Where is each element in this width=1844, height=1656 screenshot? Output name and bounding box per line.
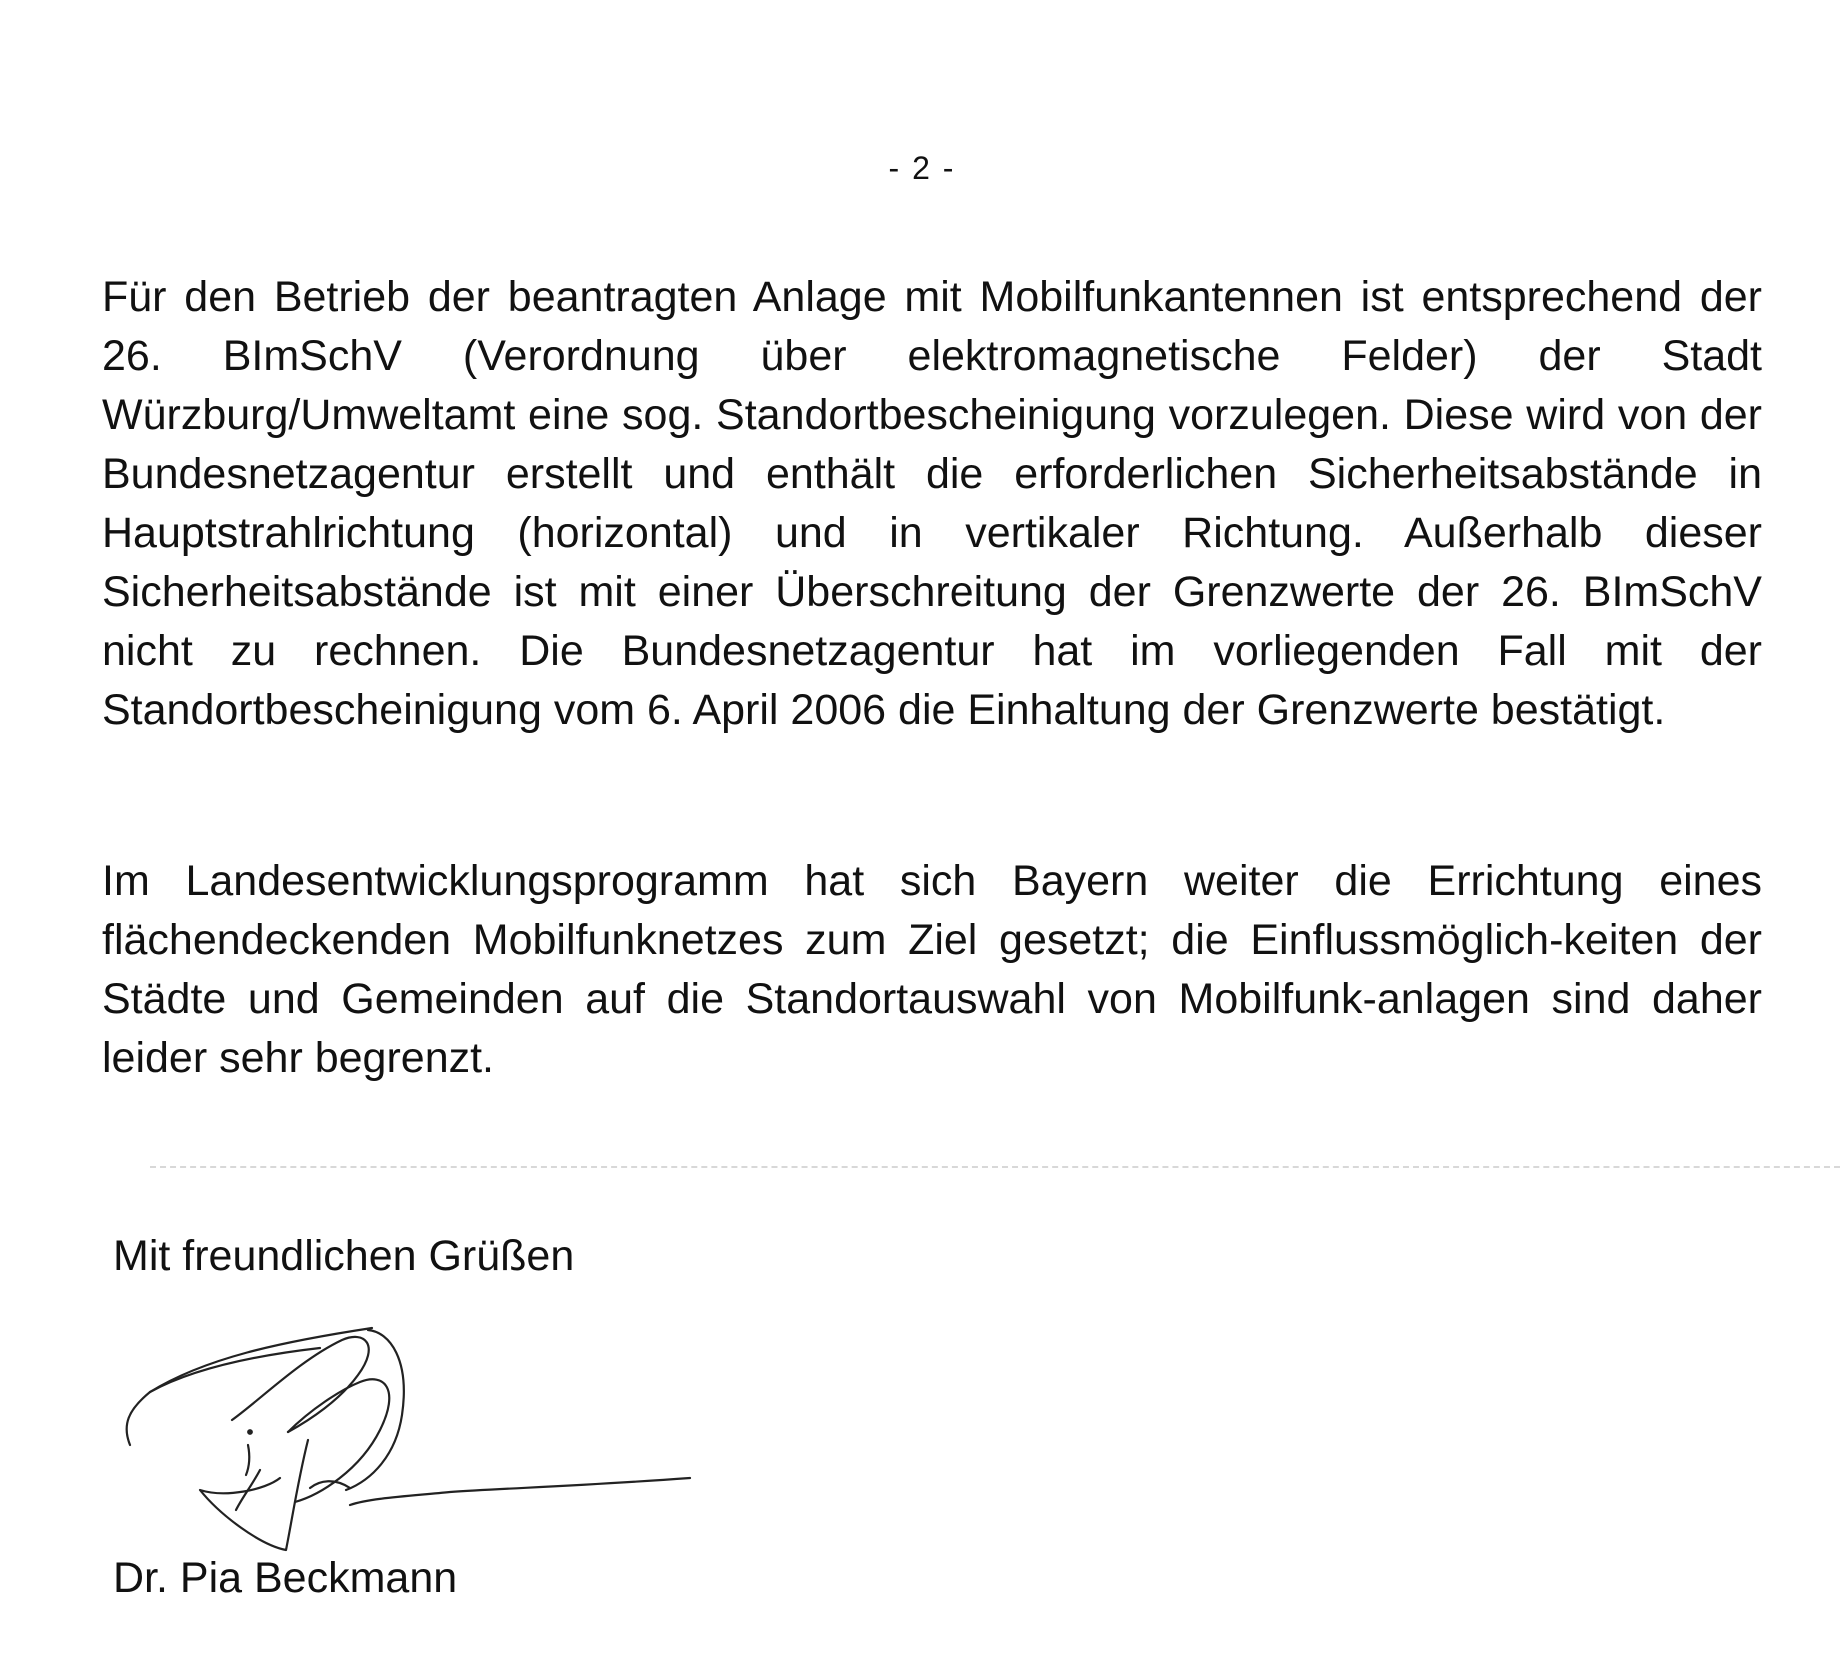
body-paragraph-1: Für den Betrieb der beantragten Anlage mit Mobilfunkantennen ist entsprechend der 26. BImSchV (Verordnung über elektromagnetische Felder) der Stadt Würzburg/Umweltamt eine sog. Standortbescheinigung vorzulegen. Diese wird von der Bundesnetzagentur erstellt und enthält die erforderlichen Sicherheitsabstände in Hauptstrahlrichtung (horizontal) und in vertikaler Richtung. Außerhalb dieser Sicherheitsabstände ist mit einer Überschreitung der Grenzwerte der 26. BImSchV nicht zu rechnen. Die Bundesnetzagentur hat im vorliegenden Fall mit der Standortbescheinigung vom 6. April 2006 die Einhaltung der Grenzwerte bestätigt.: [102, 273, 1762, 734]
page-number: - 2 -: [888, 150, 956, 186]
scan-artifact-line: [150, 1166, 1840, 1168]
handwritten-signature: [110, 1320, 710, 1560]
signer-name: Dr. Pia Beckmann: [113, 1554, 458, 1602]
body-paragraph-2: Im Landesentwicklungsprogramm hat sich Bayern weiter die Errichtung eines flächendeckenden Mobilfunknetzes zum Ziel gesetzt; die Einflussmöglich-keiten der Städte und Gemeinden auf die Standortauswahl von Mobilfunk-anlagen sind daher leider sehr begrenzt.: [102, 857, 1762, 1082]
closing-salutation: Mit freundlichen Grüßen: [113, 1232, 575, 1280]
